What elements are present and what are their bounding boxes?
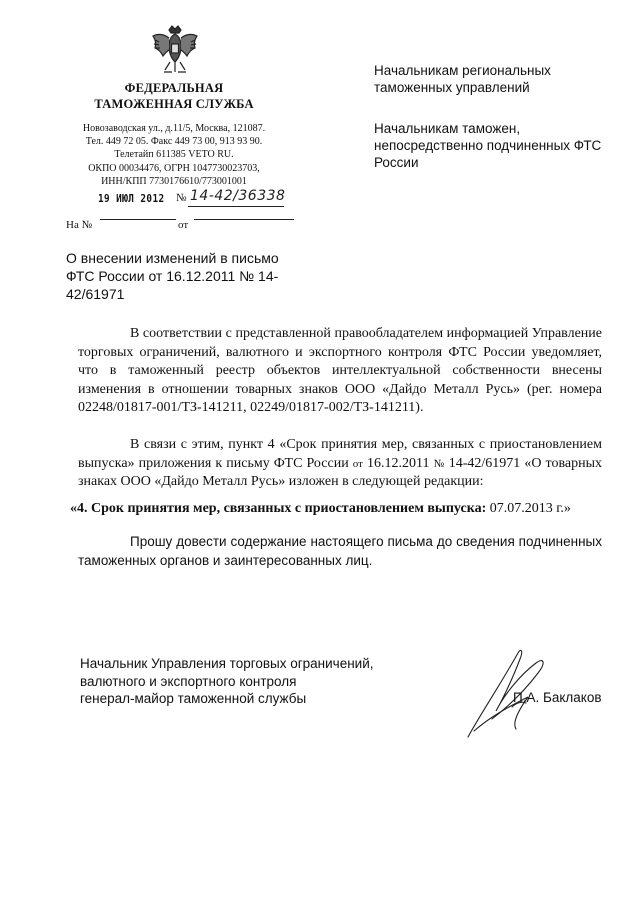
- agency-name: [76, 80, 272, 112]
- address-line: ИНН/КПП 7730176610/773001001: [101, 175, 247, 187]
- reference-date-line: [194, 219, 294, 220]
- registration-number: 14-42/36338: [190, 188, 286, 204]
- body-paragraph-2: [78, 436, 602, 492]
- eagle-emblem-icon: [150, 24, 200, 76]
- address-line: Телетайп 611385 VETO RU.: [114, 149, 234, 161]
- letter-subject: О внесении изменений в письмо ФТС России от 16.12.2011 № 14-42/61971: [66, 250, 279, 302]
- addressee-customs: Начальникам таможен, непосредственно подчиненных ФТС России: [374, 121, 602, 170]
- address-line: ОКПО 00034476, ОГРН 1047730023703,: [88, 162, 260, 174]
- p2-from: от: [352, 457, 363, 470]
- reference-number-line: [100, 219, 176, 220]
- agency-name-line2: ТАМОЖЕННАЯ СЛУЖБА: [94, 97, 254, 111]
- signer-position: [80, 655, 400, 708]
- reference-label: На №: [66, 219, 93, 231]
- p2-text-end: 14-42/61971 «О товарных знаках ООО «Дайдо Металл Русь» изложен в следующей редакции:: [78, 455, 603, 489]
- signer-position-line: Начальник Управления торговых ограничений,: [80, 656, 374, 671]
- p2-text-start: В связи с этим, пункт 4 «Срок принятия мер, связанных с приостановлением выпуска» приложения к письму ФТС России: [78, 437, 602, 471]
- registration-underline: [188, 206, 284, 207]
- signer-position-line: валютного и экспортного контроля: [80, 673, 297, 689]
- signer-position-line: генерал-майор таможенной службы: [80, 691, 307, 706]
- body-paragraph-1: В соответствии с представленной правообладателем информацией Управление торговых ограничений, валютного и экспортного контроля ФТС России уведомляет, что в таможенный реестр объектов интеллектуальной собственности внесены изменения в отношении товарных знаков ООО «Дайдо Металл Русь» (рег. номера 02248/01817-001/ТЗ-141211, 02249/01817-002/ТЗ-141211).: [78, 326, 602, 415]
- signer-name: П.А. Баклаков: [513, 690, 602, 705]
- address-line: Тел. 449 72 05. Факс 449 73 00, 913 93 90.: [85, 136, 263, 148]
- p3-date: 07.07.2013 г.»: [486, 501, 571, 516]
- registration-number-label: №: [176, 192, 187, 204]
- body-paragraph-3: [70, 500, 610, 519]
- addressee-regional: Начальникам региональных таможенных управлений: [374, 63, 551, 95]
- agency-address: [68, 122, 280, 188]
- registration-stamp: [78, 190, 288, 210]
- agency-name-line1: ФЕДЕРАЛЬНАЯ: [124, 81, 224, 95]
- address-line: Новозаводская ул., д.11/5, Москва, 121087.: [82, 123, 266, 134]
- p3-bold-heading: «4. Срок принятия мер, связанных с приостановлением выпуска:: [70, 501, 487, 516]
- body-paragraph-4: Прошу довести содержание настоящего письма до сведения подчиненных таможенных органов и заинтересованных лиц.: [78, 534, 602, 568]
- reference-row: [66, 219, 306, 235]
- reference-from-label: от: [178, 219, 189, 231]
- registration-date: 19 ИЮЛ 2012: [98, 192, 165, 205]
- p2-number-sign: №: [433, 457, 445, 470]
- p2-date: 16.12.2011: [362, 455, 434, 471]
